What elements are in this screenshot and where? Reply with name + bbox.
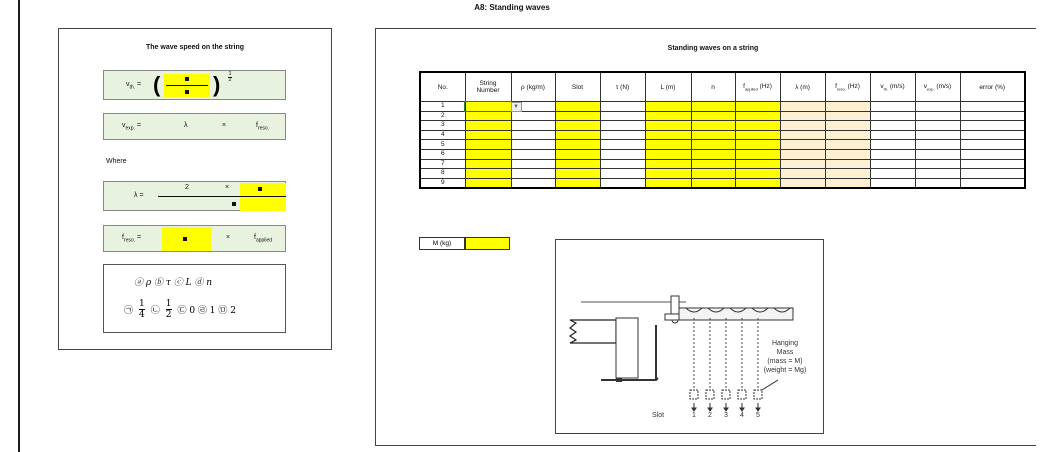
data-cell[interactable] bbox=[511, 111, 555, 121]
data-cell[interactable] bbox=[465, 178, 511, 188]
data-cell[interactable] bbox=[915, 111, 960, 121]
data-cell[interactable] bbox=[465, 159, 511, 169]
data-cell[interactable] bbox=[825, 130, 870, 140]
freso-times: × bbox=[226, 234, 231, 241]
apparatus-diagram bbox=[555, 239, 824, 434]
data-cell[interactable] bbox=[511, 140, 555, 150]
mass-slot-3 bbox=[722, 390, 730, 399]
vexp-freso: $f_{reso.}$ bbox=[256, 122, 270, 132]
data-cell[interactable] bbox=[465, 140, 511, 150]
col-header-fapplied: $f_{applied}$ (Hz) bbox=[735, 72, 780, 102]
table-row bbox=[420, 111, 1025, 121]
data-cell[interactable] bbox=[870, 149, 915, 159]
data-cell[interactable] bbox=[735, 140, 780, 150]
data-cell[interactable] bbox=[511, 149, 555, 159]
lambda-times: × bbox=[225, 184, 230, 191]
lambda-numerator-slot[interactable] bbox=[258, 187, 262, 191]
sheet-title: A8: Standing waves bbox=[474, 3, 550, 12]
data-cell[interactable] bbox=[915, 169, 960, 179]
data-cell[interactable] bbox=[960, 121, 1025, 131]
data-cell[interactable] bbox=[825, 102, 870, 112]
data-cell[interactable] bbox=[735, 169, 780, 179]
standing-waves-title: Standing waves on a string bbox=[667, 45, 759, 52]
col-header-vth: $v_{th.}$ (m/s) bbox=[870, 72, 915, 102]
data-cell[interactable] bbox=[691, 102, 735, 112]
data-cell[interactable] bbox=[691, 169, 735, 179]
row-number-cell: 8 bbox=[420, 169, 465, 179]
vth-formula-box bbox=[103, 70, 286, 100]
data-cell[interactable] bbox=[870, 102, 915, 112]
data-cell[interactable] bbox=[600, 169, 645, 179]
data-cell[interactable] bbox=[645, 159, 691, 169]
data-cell[interactable] bbox=[960, 178, 1025, 188]
data-cell[interactable] bbox=[555, 169, 600, 179]
col-header-tau: τ (N) bbox=[600, 72, 645, 102]
vibrator-side bbox=[616, 318, 638, 378]
data-cell[interactable] bbox=[870, 140, 915, 150]
data-cell[interactable] bbox=[735, 149, 780, 159]
option-rest: ㉢ 0 ㉣ 1 ㉤ 2 bbox=[177, 306, 236, 316]
vth-label: $v_{th.}$ = bbox=[126, 81, 142, 91]
data-cell[interactable] bbox=[735, 159, 780, 169]
row-number-cell: 7 bbox=[420, 159, 465, 169]
table-header-row bbox=[420, 72, 1025, 102]
data-cell[interactable] bbox=[735, 111, 780, 121]
data-cell[interactable] bbox=[511, 169, 555, 179]
lambda-eq-label: λ = bbox=[134, 192, 144, 199]
lambda-denominator-slot[interactable] bbox=[232, 202, 236, 206]
table-row bbox=[420, 169, 1025, 179]
wave-speed-panel bbox=[58, 28, 332, 350]
standing-waves-panel bbox=[375, 28, 1036, 446]
vth-fraction-bar bbox=[166, 85, 208, 86]
vth-fraction-input[interactable] bbox=[164, 74, 210, 97]
option-quarter-label: ㉠ bbox=[124, 306, 134, 316]
data-cell[interactable] bbox=[960, 102, 1025, 112]
data-cell[interactable] bbox=[825, 149, 870, 159]
data-cell[interactable] bbox=[960, 130, 1025, 140]
slot-number-1: 1 bbox=[692, 412, 696, 419]
vth-numerator-slot[interactable] bbox=[185, 77, 189, 81]
hanging-mass-label: Hanging Mass (mass = M) (weight = Mg) bbox=[763, 340, 807, 374]
col-header-string-number: String Number bbox=[465, 72, 511, 102]
data-cell[interactable] bbox=[645, 149, 691, 159]
data-cell[interactable] bbox=[645, 140, 691, 150]
data-cell[interactable] bbox=[960, 111, 1025, 121]
vexp-formula-box bbox=[103, 113, 286, 140]
lambda-formula-box bbox=[103, 181, 286, 211]
data-cell[interactable] bbox=[825, 111, 870, 121]
data-cell[interactable] bbox=[465, 111, 511, 121]
data-cell[interactable] bbox=[735, 121, 780, 131]
data-cell[interactable] bbox=[825, 178, 870, 188]
row-number-cell: 9 bbox=[420, 178, 465, 188]
vth-denominator-slot[interactable] bbox=[185, 90, 189, 94]
data-cell[interactable] bbox=[465, 149, 511, 159]
slot-number-3: 3 bbox=[724, 412, 728, 419]
open-paren: ( bbox=[153, 72, 161, 97]
data-cell[interactable] bbox=[870, 130, 915, 140]
data-table bbox=[419, 71, 1026, 189]
data-cell[interactable] bbox=[870, 159, 915, 169]
option-quarter: 1 4 bbox=[139, 299, 145, 320]
vibrator-body bbox=[570, 320, 616, 343]
data-cell[interactable] bbox=[600, 121, 645, 131]
data-cell[interactable] bbox=[691, 140, 735, 150]
mass-slot-5 bbox=[754, 390, 762, 399]
apparatus-svg bbox=[556, 240, 823, 433]
data-cell[interactable] bbox=[870, 111, 915, 121]
data-cell[interactable] bbox=[780, 149, 825, 159]
data-cell[interactable] bbox=[825, 169, 870, 179]
data-cell[interactable] bbox=[691, 149, 735, 159]
data-cell[interactable] bbox=[780, 111, 825, 121]
mass-slot-4 bbox=[738, 390, 746, 399]
table-row bbox=[420, 130, 1025, 140]
col-header-no: No. bbox=[420, 72, 465, 102]
data-cell[interactable] bbox=[645, 121, 691, 131]
data-cell[interactable] bbox=[511, 121, 555, 131]
col-header-error: error (%) bbox=[960, 72, 1025, 102]
vexp-label: $v_{exp.}$ = bbox=[122, 122, 141, 132]
data-cell[interactable] bbox=[691, 130, 735, 140]
mass-slot-1 bbox=[690, 390, 698, 399]
exponent: 1 2 bbox=[228, 71, 232, 83]
row-number-cell: 2 bbox=[420, 111, 465, 121]
data-cell[interactable] bbox=[600, 149, 645, 159]
data-cell[interactable] bbox=[465, 102, 519, 112]
data-cell[interactable] bbox=[870, 178, 915, 188]
data-cell[interactable] bbox=[645, 178, 691, 188]
wave-speed-title: The wave speed on the string bbox=[145, 44, 245, 51]
data-cell[interactable] bbox=[465, 169, 511, 179]
col-header-freso: $f_{reso.}$ (Hz) bbox=[825, 72, 870, 102]
mass-label-cell: M (kg) bbox=[419, 237, 465, 250]
data-cell[interactable] bbox=[555, 121, 600, 131]
slot-number-5: 5 bbox=[756, 412, 760, 419]
data-cell[interactable] bbox=[960, 149, 1025, 159]
data-cell[interactable] bbox=[691, 121, 735, 131]
data-cell[interactable] bbox=[870, 169, 915, 179]
lambda-denominator-input[interactable] bbox=[240, 197, 286, 211]
data-cell[interactable] bbox=[915, 102, 960, 112]
data-cell[interactable] bbox=[780, 169, 825, 179]
col-header-vexp: $v_{exp.}$ (m/s) bbox=[915, 72, 960, 102]
row-number-cell: 4 bbox=[420, 130, 465, 140]
data-cell[interactable] bbox=[780, 178, 825, 188]
data-cell[interactable] bbox=[600, 140, 645, 150]
data-cell[interactable] bbox=[600, 102, 645, 112]
where-label: Where bbox=[106, 158, 127, 165]
mass-slot-2 bbox=[706, 390, 714, 399]
option-half: 1 2 bbox=[165, 299, 172, 320]
data-cell[interactable] bbox=[915, 121, 960, 131]
vexp-lambda: λ bbox=[184, 122, 188, 129]
data-cell[interactable] bbox=[645, 130, 691, 140]
data-cell[interactable] bbox=[780, 121, 825, 131]
slot-number-2: 2 bbox=[708, 412, 712, 419]
table-row bbox=[420, 159, 1025, 169]
data-cell[interactable] bbox=[915, 130, 960, 140]
left-border-line bbox=[18, 0, 20, 452]
data-cell[interactable] bbox=[825, 121, 870, 131]
data-cell[interactable] bbox=[915, 178, 960, 188]
table-row bbox=[420, 121, 1025, 131]
data-cell[interactable] bbox=[600, 130, 645, 140]
data-cell[interactable] bbox=[465, 121, 511, 131]
freso-fapplied: $f_{applied}$ bbox=[254, 234, 273, 244]
data-cell[interactable] bbox=[511, 178, 555, 188]
data-cell[interactable] bbox=[600, 178, 645, 188]
data-cell[interactable] bbox=[915, 149, 960, 159]
slot-label: Slot bbox=[652, 412, 665, 419]
data-cell[interactable] bbox=[600, 159, 645, 169]
col-header-lambda: λ (m) bbox=[780, 72, 825, 102]
data-cell[interactable] bbox=[870, 121, 915, 131]
data-cell[interactable] bbox=[511, 130, 555, 140]
lambda-numerator-input[interactable] bbox=[240, 183, 286, 196]
table-row bbox=[420, 149, 1025, 159]
freso-formula-box bbox=[103, 225, 286, 252]
data-cell[interactable] bbox=[691, 178, 735, 188]
dropdown-arrow-icon[interactable]: ▼ bbox=[511, 102, 522, 112]
data-cell[interactable] bbox=[645, 169, 691, 179]
data-cell[interactable] bbox=[825, 140, 870, 150]
row-number-cell: 6 bbox=[420, 149, 465, 159]
freso-multiplier-input[interactable] bbox=[162, 227, 211, 251]
freso-eq-label: $f_{reso.}$ = bbox=[122, 234, 142, 244]
data-cell[interactable] bbox=[735, 102, 780, 112]
freso-multiplier-slot[interactable] bbox=[183, 237, 187, 241]
table-row bbox=[420, 178, 1025, 188]
col-header-length: L (m) bbox=[645, 72, 691, 102]
data-cell[interactable] bbox=[780, 102, 825, 112]
legend-row-1: ⓐ ρ ⓑ τ ⓒ L ⓓ n bbox=[134, 278, 213, 288]
row-number-cell: 5 bbox=[420, 140, 465, 150]
col-header-slot: Slot bbox=[555, 72, 600, 102]
data-cell[interactable] bbox=[960, 169, 1025, 179]
data-cell[interactable] bbox=[555, 178, 600, 188]
table-row bbox=[420, 140, 1025, 150]
data-cell[interactable] bbox=[465, 130, 511, 140]
data-cell[interactable] bbox=[511, 159, 555, 169]
data-cell[interactable] bbox=[825, 159, 870, 169]
lambda-two: 2 bbox=[185, 184, 189, 191]
col-header-n: n bbox=[691, 72, 735, 102]
data-cell[interactable] bbox=[691, 111, 735, 121]
options-legend bbox=[103, 264, 286, 333]
data-cell[interactable] bbox=[555, 111, 600, 121]
data-cell[interactable] bbox=[960, 159, 1025, 169]
data-cell[interactable] bbox=[555, 149, 600, 159]
data-cell[interactable] bbox=[780, 130, 825, 140]
mass-input[interactable] bbox=[465, 237, 510, 250]
row-number-cell: 3 bbox=[420, 121, 465, 131]
row-number-cell: 1 bbox=[420, 102, 465, 112]
legend-row-2 bbox=[124, 299, 236, 320]
vexp-times: × bbox=[222, 122, 227, 129]
data-cell[interactable] bbox=[555, 140, 600, 150]
data-cell[interactable] bbox=[600, 111, 645, 121]
data-cell[interactable] bbox=[555, 102, 600, 112]
option-half-label: ㉡ bbox=[150, 306, 160, 316]
data-cell[interactable] bbox=[735, 130, 780, 140]
slot-number-4: 4 bbox=[740, 412, 744, 419]
table-row bbox=[420, 102, 1025, 112]
data-cell[interactable] bbox=[915, 140, 960, 150]
col-header-rho: ρ (kg/m) bbox=[511, 72, 555, 102]
data-cell[interactable] bbox=[645, 102, 691, 112]
data-cell[interactable] bbox=[780, 159, 825, 169]
data-cell[interactable] bbox=[960, 140, 1025, 150]
data-cell[interactable] bbox=[915, 159, 960, 169]
data-cell[interactable] bbox=[555, 130, 600, 140]
data-cell[interactable] bbox=[691, 159, 735, 169]
data-cell[interactable] bbox=[780, 140, 825, 150]
data-cell[interactable] bbox=[735, 178, 780, 188]
data-cell[interactable] bbox=[645, 111, 691, 121]
close-paren: ) bbox=[213, 72, 221, 97]
data-cell[interactable] bbox=[555, 159, 600, 169]
